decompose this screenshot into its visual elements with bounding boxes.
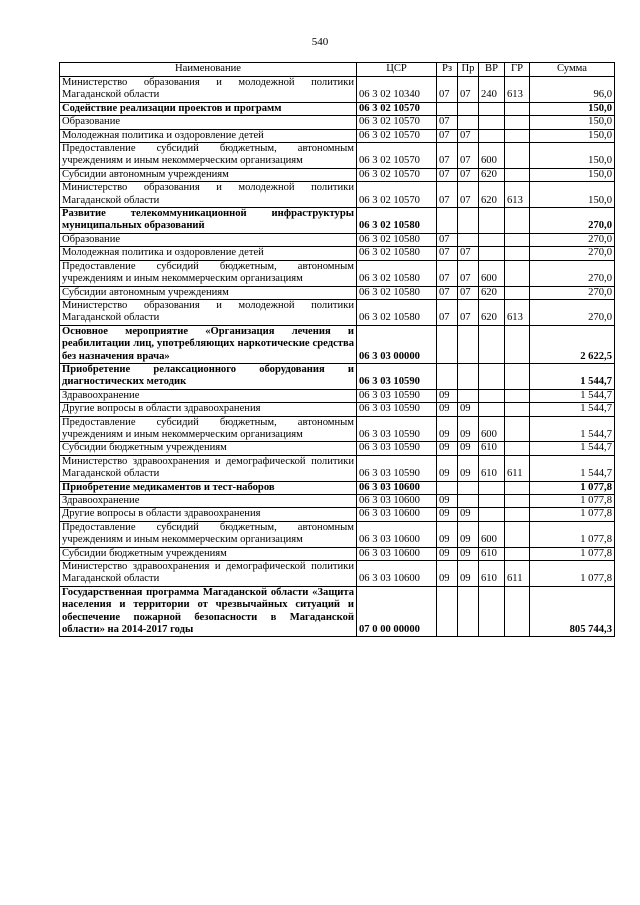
- cell-vr: 600: [479, 143, 505, 169]
- table-row: [60, 325, 615, 363]
- table-row: [60, 547, 615, 560]
- table-row: [60, 182, 615, 208]
- table-row: [60, 442, 615, 455]
- cell-pr: 09: [458, 442, 479, 455]
- cell-rz: [437, 363, 458, 389]
- cell-pr: 09: [458, 416, 479, 442]
- cell-gr: 613: [505, 299, 530, 325]
- cell-csr: 06 3 02 10580: [357, 233, 437, 246]
- cell-rz: 09: [437, 561, 458, 587]
- cell-pr: 09: [458, 508, 479, 521]
- cell-name: Министерство образования и молодежной политики Магаданской области: [60, 77, 357, 103]
- table-row: [60, 116, 615, 129]
- cell-csr: 06 3 03 10600: [357, 495, 437, 508]
- cell-sum: 150,0: [530, 182, 615, 208]
- cell-vr: 610: [479, 547, 505, 560]
- cell-rz: [437, 325, 458, 363]
- cell-pr: 07: [458, 299, 479, 325]
- cell-name: Министерство образования и молодежной политики Магаданской области: [60, 299, 357, 325]
- cell-vr: [479, 102, 505, 115]
- cell-csr: 06 3 03 10590: [357, 403, 437, 416]
- cell-sum: 270,0: [530, 247, 615, 260]
- cell-sum: 1 077,8: [530, 508, 615, 521]
- cell-name: Другие вопросы в области здравоохранения: [60, 508, 357, 521]
- cell-rz: 09: [437, 521, 458, 547]
- cell-rz: 09: [437, 495, 458, 508]
- cell-csr: 06 3 02 10570: [357, 129, 437, 142]
- cell-pr: 07: [458, 129, 479, 142]
- cell-sum: 1 544,7: [530, 403, 615, 416]
- cell-rz: [437, 481, 458, 494]
- cell-sum: 150,0: [530, 102, 615, 115]
- cell-rz: 07: [437, 286, 458, 299]
- table-row: [60, 363, 615, 389]
- cell-pr: 07: [458, 182, 479, 208]
- cell-gr: [505, 286, 530, 299]
- cell-pr: [458, 363, 479, 389]
- cell-name: Другие вопросы в области здравоохранения: [60, 403, 357, 416]
- cell-rz: [437, 586, 458, 637]
- table-row: [60, 247, 615, 260]
- cell-name: Министерство здравоохранения и демографической политики Магаданской области: [60, 561, 357, 587]
- cell-gr: [505, 260, 530, 286]
- cell-vr: 600: [479, 260, 505, 286]
- cell-pr: 09: [458, 403, 479, 416]
- cell-rz: 07: [437, 143, 458, 169]
- cell-gr: [505, 143, 530, 169]
- cell-csr: 06 3 02 10580: [357, 299, 437, 325]
- cell-vr: [479, 363, 505, 389]
- table-row: [60, 521, 615, 547]
- budget-table: [59, 62, 615, 637]
- cell-vr: 600: [479, 521, 505, 547]
- cell-gr: [505, 416, 530, 442]
- cell-name: Образование: [60, 116, 357, 129]
- cell-csr: 06 3 02 10340: [357, 77, 437, 103]
- cell-name: Субсидии автономным учреждениям: [60, 168, 357, 181]
- cell-gr: 613: [505, 77, 530, 103]
- cell-csr: 06 3 02 10580: [357, 247, 437, 260]
- cell-vr: 600: [479, 416, 505, 442]
- cell-pr: [458, 102, 479, 115]
- cell-gr: [505, 247, 530, 260]
- cell-csr: 06 3 03 10590: [357, 389, 437, 402]
- cell-csr: 06 3 03 10600: [357, 508, 437, 521]
- cell-name: Молодежная политика и оздоровление детей: [60, 247, 357, 260]
- cell-vr: 620: [479, 182, 505, 208]
- table-row: [60, 260, 615, 286]
- cell-sum: 1 077,8: [530, 561, 615, 587]
- cell-pr: 07: [458, 260, 479, 286]
- cell-gr: [505, 325, 530, 363]
- cell-gr: [505, 233, 530, 246]
- table-row: [60, 143, 615, 169]
- cell-csr: 06 3 03 10590: [357, 416, 437, 442]
- cell-name: Приобретение релаксационного оборудования и диагностических методик: [60, 363, 357, 389]
- cell-sum: 270,0: [530, 260, 615, 286]
- table-row: [60, 416, 615, 442]
- cell-rz: 07: [437, 129, 458, 142]
- cell-pr: 09: [458, 561, 479, 587]
- cell-rz: 09: [437, 403, 458, 416]
- cell-sum: 1 544,7: [530, 455, 615, 481]
- cell-name: Основное мероприятие «Организация лечения и реабилитации лиц, употребляющих наркотические средства без назначения врача»: [60, 325, 357, 363]
- cell-vr: [479, 508, 505, 521]
- table-row: [60, 286, 615, 299]
- cell-pr: [458, 208, 479, 234]
- cell-name: Субсидии бюджетным учреждениям: [60, 442, 357, 455]
- cell-name: Министерство образования и молодежной политики Магаданской области: [60, 182, 357, 208]
- column-header-name: Наименование: [60, 63, 357, 77]
- column-header-gr: ГР: [505, 63, 530, 77]
- table-body: [60, 77, 615, 637]
- cell-pr: [458, 116, 479, 129]
- table-row: [60, 586, 615, 637]
- cell-rz: 09: [437, 442, 458, 455]
- cell-sum: 150,0: [530, 143, 615, 169]
- cell-vr: [479, 495, 505, 508]
- cell-csr: 06 3 02 10570: [357, 116, 437, 129]
- cell-csr: 06 3 03 10600: [357, 547, 437, 560]
- cell-pr: [458, 325, 479, 363]
- cell-gr: [505, 389, 530, 402]
- cell-gr: [505, 481, 530, 494]
- table-row: [60, 508, 615, 521]
- column-header-pr: Пр: [458, 63, 479, 77]
- cell-pr: 07: [458, 247, 479, 260]
- cell-name: Содействие реализации проектов и программ: [60, 102, 357, 115]
- cell-sum: 2 622,5: [530, 325, 615, 363]
- table-row: [60, 208, 615, 234]
- cell-csr: 06 3 03 10590: [357, 442, 437, 455]
- cell-rz: 07: [437, 182, 458, 208]
- table-row: [60, 389, 615, 402]
- cell-csr: 06 3 02 10580: [357, 286, 437, 299]
- cell-name: Образование: [60, 233, 357, 246]
- cell-pr: [458, 481, 479, 494]
- cell-gr: [505, 403, 530, 416]
- cell-vr: [479, 116, 505, 129]
- cell-gr: [505, 508, 530, 521]
- cell-pr: 07: [458, 77, 479, 103]
- cell-csr: 06 3 02 10580: [357, 208, 437, 234]
- cell-sum: 270,0: [530, 233, 615, 246]
- cell-name: Развитие телекоммуникационной инфраструктуры муниципальных образований: [60, 208, 357, 234]
- cell-pr: [458, 495, 479, 508]
- cell-name: Молодежная политика и оздоровление детей: [60, 129, 357, 142]
- cell-rz: 07: [437, 260, 458, 286]
- cell-gr: [505, 102, 530, 115]
- column-header-sum: Сумма: [530, 63, 615, 77]
- cell-vr: [479, 208, 505, 234]
- cell-csr: 06 3 02 10570: [357, 143, 437, 169]
- cell-sum: 1 077,8: [530, 495, 615, 508]
- cell-gr: [505, 129, 530, 142]
- table-row: [60, 561, 615, 587]
- cell-rz: 09: [437, 455, 458, 481]
- cell-vr: 620: [479, 299, 505, 325]
- cell-name: Приобретение медикаментов и тест-наборов: [60, 481, 357, 494]
- cell-pr: [458, 586, 479, 637]
- cell-sum: 1 077,8: [530, 521, 615, 547]
- cell-csr: 06 3 02 10570: [357, 168, 437, 181]
- cell-csr: 07 0 00 00000: [357, 586, 437, 637]
- cell-name: Предоставление субсидий бюджетным, автономным учреждениям и иным некоммерческим организациям: [60, 416, 357, 442]
- cell-sum: 1 544,7: [530, 389, 615, 402]
- cell-vr: [479, 389, 505, 402]
- cell-gr: [505, 547, 530, 560]
- cell-gr: [505, 442, 530, 455]
- table-row: [60, 403, 615, 416]
- cell-vr: 610: [479, 455, 505, 481]
- cell-rz: 07: [437, 77, 458, 103]
- cell-sum: 1 544,7: [530, 416, 615, 442]
- cell-gr: [505, 495, 530, 508]
- cell-sum: 150,0: [530, 129, 615, 142]
- cell-name: Субсидии автономным учреждениям: [60, 286, 357, 299]
- column-header-rz: Рз: [437, 63, 458, 77]
- cell-name: Здравоохранение: [60, 389, 357, 402]
- cell-vr: [479, 325, 505, 363]
- cell-sum: 1 544,7: [530, 442, 615, 455]
- page-number: 540: [311, 36, 329, 48]
- cell-vr: 240: [479, 77, 505, 103]
- cell-gr: [505, 586, 530, 637]
- cell-pr: 09: [458, 455, 479, 481]
- cell-name: Государственная программа Магаданской области «Защита населения и территории от чрезвычайных ситуаций и обеспечение пожарной безопасности в Магаданской области» на 2014-2017 годы: [60, 586, 357, 637]
- column-header-vr: ВР: [479, 63, 505, 77]
- cell-csr: 06 3 03 00000: [357, 325, 437, 363]
- cell-vr: [479, 129, 505, 142]
- cell-vr: 610: [479, 561, 505, 587]
- table-row: [60, 168, 615, 181]
- cell-vr: [479, 247, 505, 260]
- cell-name: Предоставление субсидий бюджетным, автономным учреждениям и иным некоммерческим организациям: [60, 260, 357, 286]
- cell-gr: [505, 116, 530, 129]
- cell-gr: [505, 168, 530, 181]
- table-row: [60, 102, 615, 115]
- cell-rz: 07: [437, 299, 458, 325]
- cell-csr: 06 3 02 10580: [357, 260, 437, 286]
- table-row: [60, 299, 615, 325]
- cell-sum: 805 744,3: [530, 586, 615, 637]
- cell-csr: 06 3 03 10600: [357, 481, 437, 494]
- cell-vr: [479, 233, 505, 246]
- cell-pr: 09: [458, 547, 479, 560]
- table-row: [60, 481, 615, 494]
- cell-rz: 07: [437, 233, 458, 246]
- cell-name: Предоставление субсидий бюджетным, автономным учреждениям и иным некоммерческим организациям: [60, 521, 357, 547]
- table-row: [60, 495, 615, 508]
- cell-vr: [479, 481, 505, 494]
- cell-name: Субсидии бюджетным учреждениям: [60, 547, 357, 560]
- cell-sum: 96,0: [530, 77, 615, 103]
- cell-rz: [437, 208, 458, 234]
- cell-vr: [479, 403, 505, 416]
- cell-sum: 1 077,8: [530, 481, 615, 494]
- cell-rz: 09: [437, 389, 458, 402]
- cell-rz: 09: [437, 416, 458, 442]
- cell-vr: 620: [479, 168, 505, 181]
- cell-gr: [505, 363, 530, 389]
- table-header-row: [60, 63, 615, 77]
- cell-vr: [479, 586, 505, 637]
- table-row: [60, 129, 615, 142]
- cell-csr: 06 3 03 10590: [357, 455, 437, 481]
- cell-sum: 270,0: [530, 208, 615, 234]
- cell-sum: 270,0: [530, 299, 615, 325]
- cell-name: Здравоохранение: [60, 495, 357, 508]
- table-row: [60, 77, 615, 103]
- cell-gr: 611: [505, 455, 530, 481]
- cell-csr: 06 3 03 10600: [357, 561, 437, 587]
- cell-csr: 06 3 02 10570: [357, 182, 437, 208]
- cell-pr: 09: [458, 521, 479, 547]
- cell-pr: [458, 389, 479, 402]
- cell-sum: 270,0: [530, 286, 615, 299]
- cell-name: Министерство здравоохранения и демографической политики Магаданской области: [60, 455, 357, 481]
- cell-csr: 06 3 03 10600: [357, 521, 437, 547]
- cell-rz: 07: [437, 116, 458, 129]
- cell-rz: 09: [437, 547, 458, 560]
- cell-sum: 1 077,8: [530, 547, 615, 560]
- table-row: [60, 455, 615, 481]
- cell-rz: [437, 102, 458, 115]
- cell-sum: 150,0: [530, 168, 615, 181]
- cell-gr: 613: [505, 182, 530, 208]
- cell-gr: 611: [505, 561, 530, 587]
- cell-pr: 07: [458, 143, 479, 169]
- cell-gr: [505, 521, 530, 547]
- cell-sum: 150,0: [530, 116, 615, 129]
- cell-rz: 07: [437, 168, 458, 181]
- cell-pr: [458, 233, 479, 246]
- cell-csr: 06 3 02 10570: [357, 102, 437, 115]
- cell-pr: 07: [458, 286, 479, 299]
- cell-gr: [505, 208, 530, 234]
- cell-name: Предоставление субсидий бюджетным, автономным учреждениям и иным некоммерческим организациям: [60, 143, 357, 169]
- cell-vr: 620: [479, 286, 505, 299]
- table-row: [60, 233, 615, 246]
- cell-sum: 1 544,7: [530, 363, 615, 389]
- cell-pr: 07: [458, 168, 479, 181]
- cell-vr: 610: [479, 442, 505, 455]
- cell-csr: 06 3 03 10590: [357, 363, 437, 389]
- cell-rz: 09: [437, 508, 458, 521]
- cell-rz: 07: [437, 247, 458, 260]
- column-header-csr: ЦСР: [357, 63, 437, 77]
